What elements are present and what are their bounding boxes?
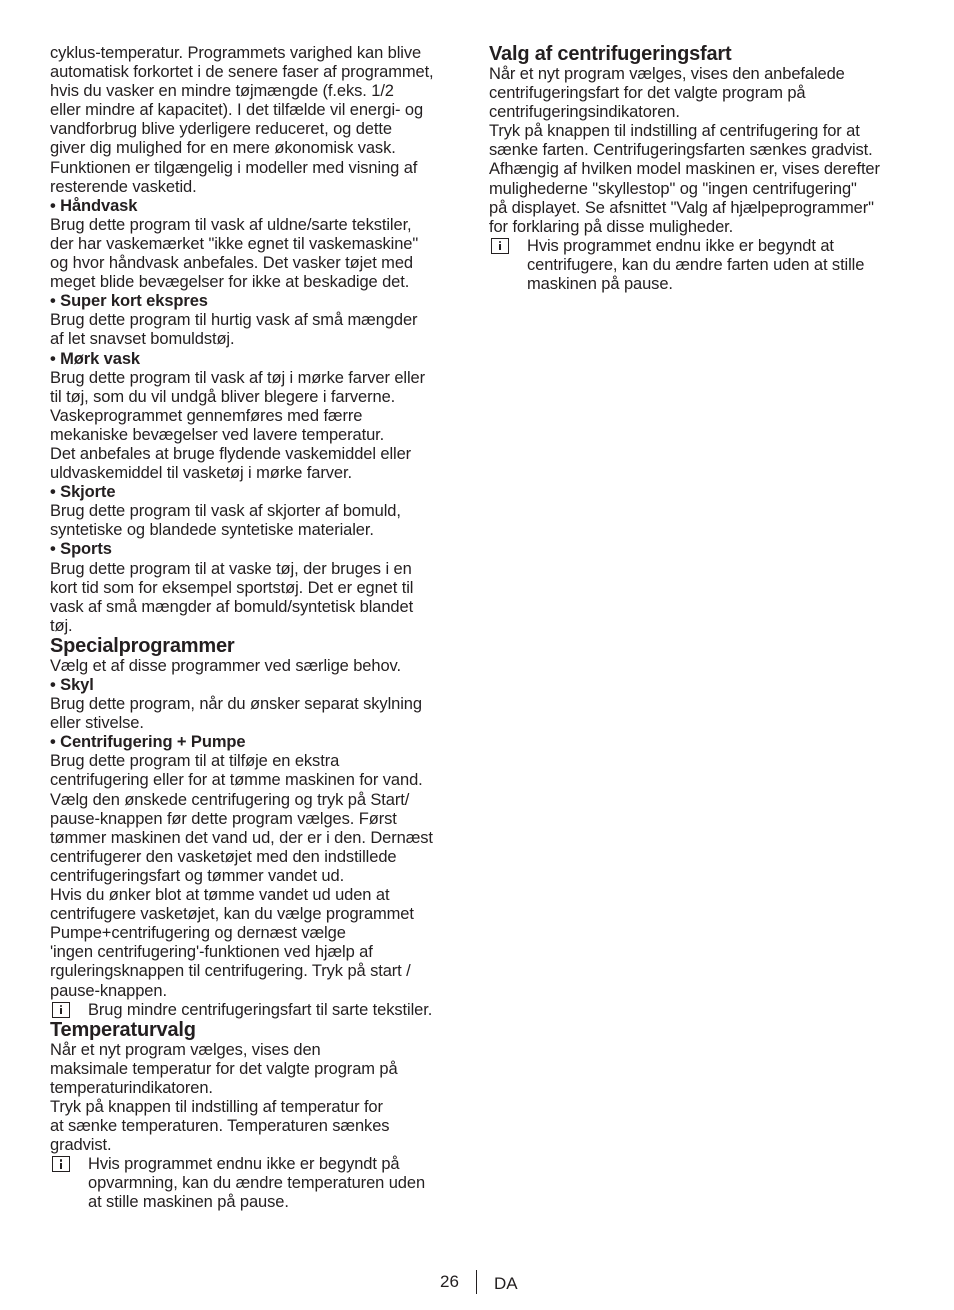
text-line: Brug dette program til vask af tøj i mørke farver eller — [50, 368, 426, 387]
text-line: temperaturindikatoren. — [50, 1078, 213, 1097]
bullet-heading: • Centrifugering + Pumpe — [50, 733, 246, 752]
text-line: pause-knappen før dette program vælges. Først — [50, 809, 397, 828]
text-line: Brug dette program til hurtig vask af små mængder — [50, 311, 418, 330]
heading-valg-af-centrifugeringsfart: Valg af centrifugeringsfart — [489, 43, 732, 65]
section-handvask — [50, 197, 470, 292]
info-icon — [491, 238, 509, 254]
text-line: Vælg den ønskede centrifugering og tryk på Start/ — [50, 790, 410, 809]
text-line: Funktionen er tilgængelig i modeller med visning af — [50, 158, 418, 177]
bullet-heading: • Mørk vask — [50, 349, 140, 368]
text-line: centrifugere vasketøjet, kan du vælge programmet — [50, 905, 414, 924]
text-line: pause-knappen. — [50, 981, 167, 1000]
info-icon — [52, 1156, 70, 1172]
left-column — [50, 44, 470, 1213]
text-line: centrifugeringsfart for det valgte program på — [489, 84, 806, 103]
bullet-heading: • Super kort ekspres — [50, 292, 208, 311]
section-skyl — [50, 676, 470, 733]
language-code: DA — [494, 1274, 518, 1293]
heading-temperaturvalg: Temperaturvalg — [50, 1018, 196, 1041]
text-line: Afhængig af hvilken model maskinen er, vises derefter — [489, 160, 880, 179]
bullet-heading: • Skyl — [50, 676, 94, 694]
section-skjorte — [50, 483, 470, 540]
section-centrifugeringsfart — [489, 65, 909, 294]
note-text: maskinen på pause. — [527, 275, 673, 294]
text-line: centrifugering eller for at tømme maskinen for vand. — [50, 771, 423, 790]
text-line: tømmer maskinen det vand ud, der er i den. Dernæst — [50, 828, 433, 847]
text-line: mekaniske bevægelser ved lavere temperatur. — [50, 425, 385, 444]
text-line: Når et nyt program vælges, vises den anbefalede — [489, 65, 845, 83]
note-text: Hvis programmet endnu ikke er begyndt at — [527, 236, 834, 255]
text-line: centrifugerer den vasketøjet med den indstillede — [50, 847, 397, 866]
note-text: Brug mindre centrifugeringsfart til sarte tekstiler. — [88, 1000, 433, 1019]
text-line: Brug dette program, når du ønsker separat skylning — [50, 695, 422, 714]
text-line: Det anbefales at bruge flydende vaskemiddel eller — [50, 444, 412, 463]
text-line: vandforbrug blive yderligere reduceret, og dette — [50, 120, 392, 139]
note-text: at stille maskinen på pause. — [88, 1193, 289, 1212]
text-line: Tryk på knappen til indstilling af centrifugering for at — [489, 122, 860, 141]
text-line: vask af små mængder af bomuld/syntetisk blandet — [50, 597, 414, 616]
text-line: Hvis du ønker blot at tømme vandet ud uden at — [50, 886, 390, 905]
section-sports — [50, 540, 470, 635]
text-line: Brug dette program til vask af skjorter af bomuld, — [50, 502, 401, 521]
page-number: 26 — [440, 1272, 459, 1291]
text-line: resterende vasketid. — [50, 177, 197, 196]
note-text: opvarmning, kan du ændre temperaturen uden — [88, 1174, 426, 1193]
text-line: hvis du vasker en mindre tøjmængde (f.eks. 1/2 — [50, 82, 394, 101]
text-line: for forklaring på disse muligheder. — [489, 217, 734, 236]
text-line: tøj. — [50, 616, 73, 635]
right-column — [489, 44, 909, 294]
info-note — [50, 1001, 470, 1020]
text-line: uldvaskemiddel til vasketøj i mørke farver. — [50, 464, 352, 483]
text-line: sænke farten. Centrifugeringsfarten sænkes gradvist. — [489, 141, 873, 160]
text-line: der har vaskemærket "ikke egnet til vaskemaskine" — [50, 234, 419, 253]
note-text: centrifugere, kan du ændre farten uden at stille — [527, 255, 865, 274]
text-line: og hvor håndvask anbefales. Det vasker tøjet med — [50, 254, 413, 273]
note-text: Hvis programmet endnu ikke er begyndt på — [88, 1155, 400, 1174]
footer-divider — [476, 1270, 477, 1294]
text-line: Brug dette program til at tilføje en ekstra — [50, 752, 340, 771]
text-line: eller mindre af kapacitet). I det tilfælde vil energi- og — [50, 101, 424, 120]
text-line: syntetiske og blandede syntetiske materialer. — [50, 521, 374, 540]
text-line: Når et nyt program vælges, vises den — [50, 1040, 321, 1059]
intro-paragraph — [50, 44, 470, 197]
text-line: 'ingen centrifugering'-funktionen ved hjælp af — [50, 943, 373, 962]
text-line: giver dig mulighed for en mere økonomisk vask. — [50, 139, 396, 158]
text-line: Vaskeprogrammet gennemføres med færre — [50, 406, 363, 425]
text-line: rguleringsknappen til centrifugering. Tryk på start / — [50, 962, 411, 981]
text-line: kort tid som for eksempel sportstøj. Det er egnet til — [50, 578, 414, 597]
text-line: centrifugeringsindikatoren. — [489, 103, 680, 122]
info-note — [489, 237, 909, 294]
text-line: Brug dette program til vask af uldne/sarte tekstiler, — [50, 215, 412, 234]
text-line: af let snavset bomuldstøj. — [50, 330, 235, 349]
text-line: på displayet. Se afsnittet "Valg af hjælpeprogrammer" — [489, 198, 874, 217]
text-line: Brug dette program til at vaske tøj, der bruges i en — [50, 559, 412, 578]
bullet-heading: • Skjorte — [50, 483, 116, 502]
bullet-heading: • Sports — [50, 540, 112, 559]
text-line: at sænke temperaturen. Temperaturen sænkes — [50, 1117, 390, 1136]
heading-specialprogrammer: Specialprogrammer — [50, 634, 235, 657]
text-line: automatisk forkortet i de senere faser af programmet, — [50, 63, 434, 82]
text-line: meget blide bevægelser for ikke at beskadige det. — [50, 273, 410, 292]
info-icon — [52, 1002, 70, 1018]
section-temperaturvalg — [50, 1041, 470, 1213]
text-line: cyklus-temperatur. Programmets varighed kan blive — [50, 44, 422, 62]
section-super-kort-ekspres — [50, 292, 470, 349]
text-line: eller stivelse. — [50, 714, 144, 733]
text-line: mulighederne "skyllestop" og "ingen centrifugering" — [489, 179, 857, 198]
special-intro: Vælg et af disse programmer ved særlige behov. — [50, 656, 401, 675]
text-line: centrifugeringsfart og tømmer vandet ud. — [50, 866, 345, 885]
text-line: maksimale temperatur for det valgte program på — [50, 1059, 398, 1078]
bullet-heading: • Håndvask — [50, 196, 138, 215]
info-note — [50, 1155, 470, 1212]
section-centrifugering-pumpe — [50, 733, 470, 1019]
text-line: Pumpe+centrifugering og dernæst vælge — [50, 924, 346, 943]
section-mork-vask — [50, 350, 470, 484]
text-line: Tryk på knappen til indstilling af temperatur for — [50, 1097, 383, 1116]
text-line: til tøj, som du vil undgå bliver blegere i farverne. — [50, 387, 396, 406]
text-line: gradvist. — [50, 1136, 112, 1155]
page-footer — [0, 1270, 954, 1300]
